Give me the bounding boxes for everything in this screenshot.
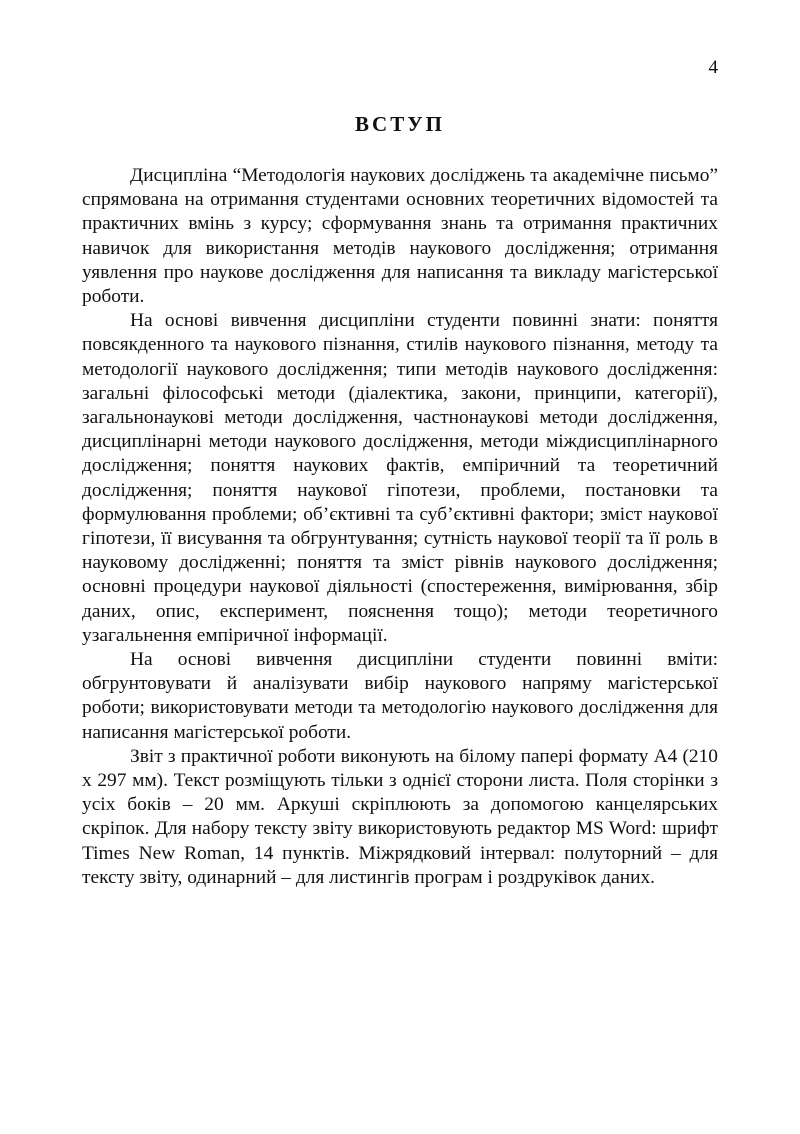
paragraph-skills: На основі вивчення дисципліни студенти повинні вміти: обгрунтовувати й аналізувати вибір наукового напряму магістерської роботи; використовувати методи та методологію наукового дослідження для написання магістерської роботи. — [82, 649, 718, 743]
paragraph-introduction: Дисципліна “Методологія наукових досліджень та академічне письмо” спрямована на отримання студентами основних теоретичних відомостей та практичних вмінь з курсу; сформування знань та отримання практичних навичок для використання методів наукового дослідження; отримання уявлення про наукове дослідження для написання та викладу магістерської роботи. — [82, 165, 718, 308]
paragraph-knowledge: На основі вивчення дисципліни студенти повинні знати: поняття повсякденного та наукового пізнання, стилів наукового пізнання, методу та методології наукового дослідження; типи методів наукового дослідження: загальні філософські методи (діалектика, закони, принципи, категорії), загальнонаукові методи дослідження, частнонаукові методи дослідження, дисциплінарні методи наукового дослідження, методи міждисциплінарного дослідження; поняття наукових фактів, емпіричний та теоретичний дослідження; поняття наукової гіпотези, проблеми, постановки та формулювання проблеми; об’єктивні та суб’єктивні фактори; зміст наукової гіпотези, її висування та обгрунтування; сутність наукової теорії та її роль в науковому дослідженні; поняття та зміст рівнів наукового дослідження; основні процедури наукової діяльності (спостереження, вимірювання, збір даних, опис, експеримент, пояснення тощо); методи теоретичного узагальнення емпіричної інформації. — [82, 310, 718, 646]
document-body — [82, 164, 718, 890]
page-title: ВСТУП — [355, 112, 445, 136]
page-number: 4 — [708, 57, 718, 78]
paragraph-report-format: Звіт з практичної роботи виконують на білому папері формату А4 (210 х 297 мм). Текст розміщують тільки з однієї сторони листа. Поля сторінки з усіх боків – 20 мм. Аркуші скріплюють за допомогою канцелярських скріпок. Для набору тексту звіту використовують редактор MS Word: шрифт Times New Roman, 14 пунктів. Міжрядковий інтервал: полуторний – для тексту звіту, одинарний – для листингів програм і роздруківок даних. — [82, 745, 718, 888]
